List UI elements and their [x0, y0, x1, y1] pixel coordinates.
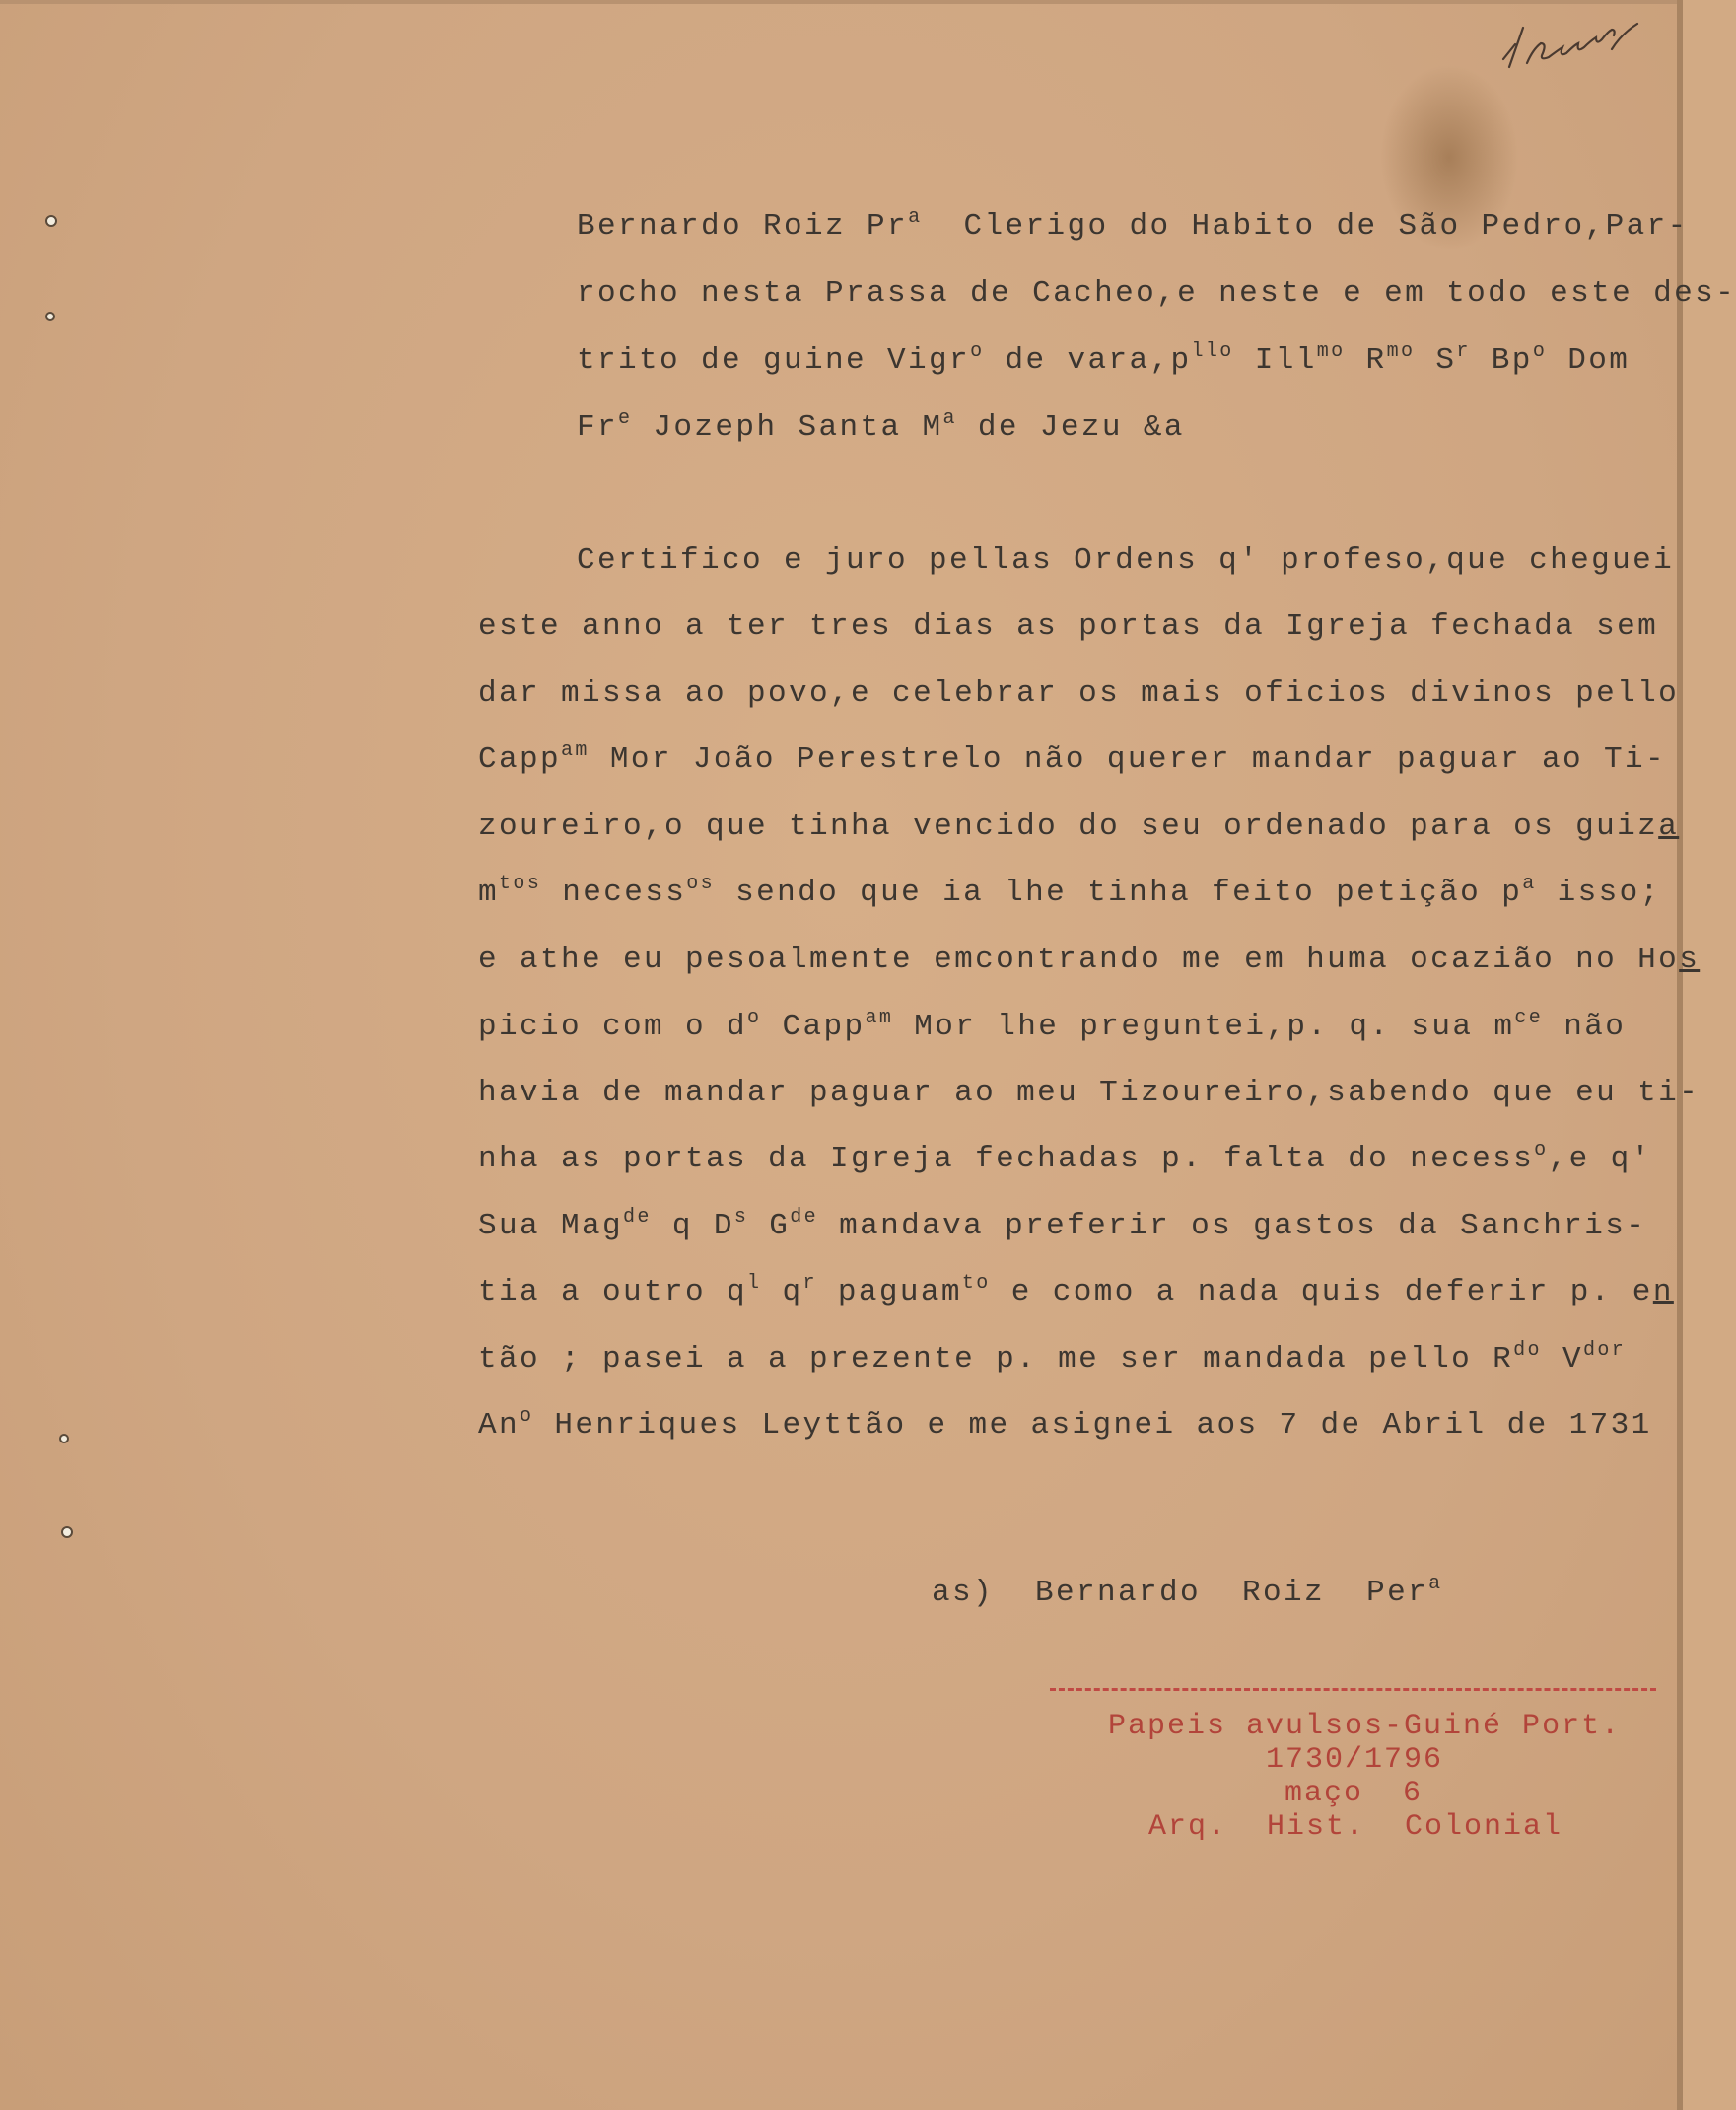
header-line-1: Bernardo Roiz Pr$^a$ Clerigo do Habito de São Pedro,Par- [577, 206, 1689, 244]
body-line-3: dar missa ao povo,e celebrar os mais oficios divinos pello [478, 676, 1680, 711]
body-line-14: An$^o$ Henriques Leyttão e me asignei aos 7 de Abril de 1731 [478, 1405, 1652, 1442]
archive-divider [1050, 1688, 1656, 1691]
body-line-7: e athe eu pesoalmente emcontrando me em huma ocazião no Hos [478, 943, 1701, 977]
body-line-12: tia a outro $q^l$ $q^r$ paguam$^{to}$ e como a nada quis deferir p. en [478, 1272, 1674, 1309]
body-line-11: Sua Mag$^{de}$ q $D^s$ $G^{de}$ mandava preferir os gastos da Sanchris- [478, 1206, 1647, 1243]
header-line-2: rocho nesta Prassa de Cacheo,e neste e em todo este des- [577, 276, 1736, 311]
punch-hole-3 [59, 1434, 69, 1443]
archive-stamp-line-1: Papeis avulsos-Guiné Port. [1108, 1710, 1622, 1743]
punch-hole-4 [61, 1526, 73, 1538]
body-line-6: $m^{tos}$ necess$^{os}$ sendo que ia lhe tinha feito petição $p^a$ isso; [478, 873, 1661, 910]
punch-hole-1 [45, 215, 57, 227]
body-line-4: Capp$^{am}$ Mor João Perestrelo não querer mandar paguar ao Ti- [478, 739, 1666, 777]
punch-hole-2 [45, 312, 55, 321]
body-line-5: zoureiro,o que tinha vencido do seu ordenado para os guiza [478, 809, 1680, 844]
header-line-4: Fr$^e$ Jozeph Santa $M^a$ de Jezu &a [577, 407, 1185, 445]
archive-stamp-line-2: 1730/1796 [1266, 1743, 1444, 1777]
body-line-8: picio com o $d^o$ Capp$^{am}$ Mor lhe preguntei,p. q. sua $m^{ce}$ não [478, 1007, 1627, 1044]
archive-stamp-line-4: Arq. Hist. Colonial [1148, 1810, 1563, 1844]
header-line-3: trito de guine Vigr$^o$ de $vara,p^{llo}$ Ill$^{mo}$ $R^{mo}$ $S^r$ Bp$^o$ Dom [577, 340, 1631, 378]
body-line-1: Certifico e juro pellas Ordens q' profeso,que cheguei [577, 543, 1675, 578]
body-line-13: tão ; pasei a a prezente p. me ser mandada pello $R^{do}$ $V^{dor}$ [478, 1339, 1627, 1376]
paper-top-edge [0, 0, 1683, 4]
paper-right-edge [1677, 0, 1683, 2110]
archive-stamp-line-3: maço 6 [1285, 1777, 1424, 1810]
signature-line: as) Bernardo Roiz Per$^a$ [932, 1573, 1443, 1610]
body-line-2: este anno a ter tres dias as portas da Igreja fechada sem [478, 609, 1659, 644]
body-line-10: nha as portas da Igreja fechadas p. falta do necess$^o$,e q' [478, 1139, 1652, 1176]
handwritten-initials-icon [1493, 20, 1661, 79]
body-line-9: havia de mandar paguar ao meu Tizoureiro,sabendo que eu ti- [478, 1076, 1701, 1110]
